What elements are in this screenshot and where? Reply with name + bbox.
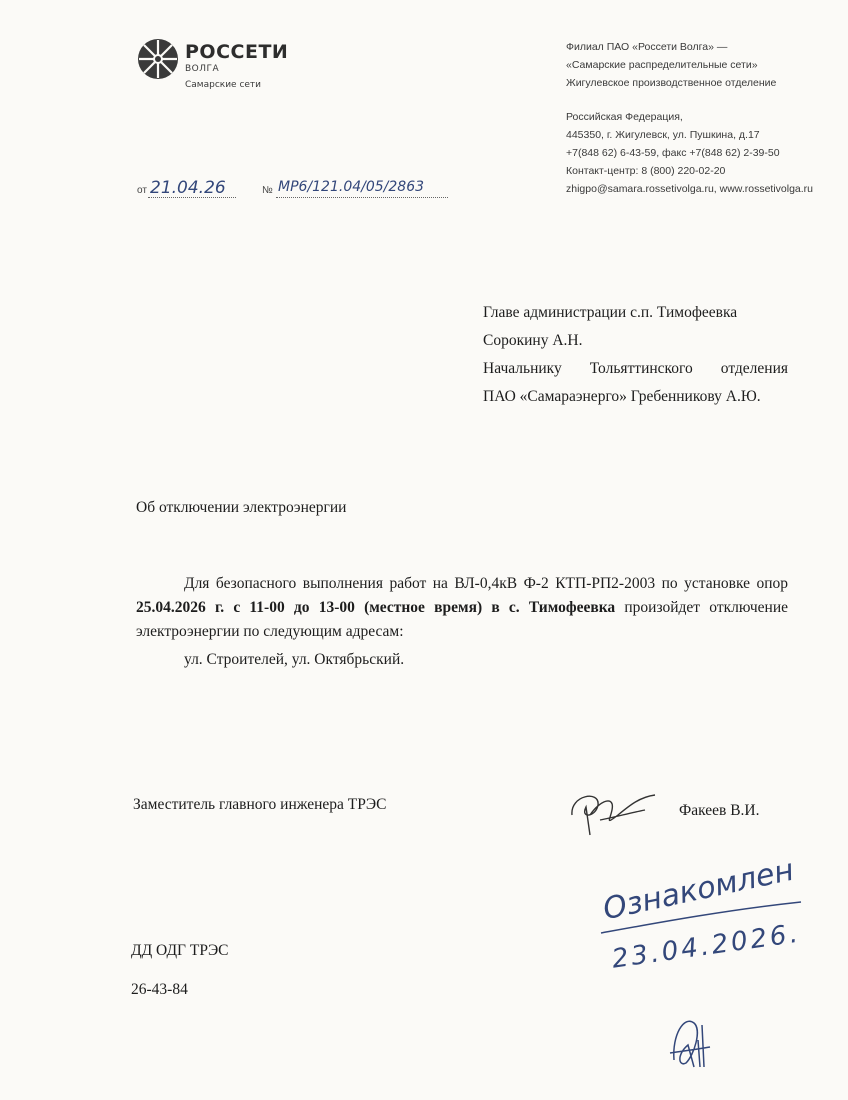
sender-contact: Контакт-центр: 8 (800) 220-02-20 — [566, 165, 726, 177]
sender-line: Жигулевское производственное отделение — [566, 77, 777, 89]
registration-number: МР6/121.04/05/2863 — [278, 179, 425, 195]
number-label: № — [262, 185, 273, 196]
address-list: ул. Строителей, ул. Октябрьский. — [184, 651, 405, 668]
logo-subtitle-branch: Самарские сети — [185, 80, 262, 90]
department-code: ДД ОДГ ТРЭС — [131, 942, 229, 959]
logo-title: РОССЕТИ — [185, 41, 289, 63]
logo-subtitle-region: ВОЛГА — [185, 64, 220, 74]
date-line — [148, 178, 236, 198]
sender-contact: zhigpo@samara.rossetivolga.ru, www.rossetivolga.ru — [566, 183, 814, 195]
sender-line: «Самарские распределительные сети» — [566, 59, 758, 71]
signer-position: Заместитель главного инженера ТРЭС — [133, 796, 387, 813]
signer-name: Факеев В.И. — [679, 802, 760, 819]
acknowledgement-date: 23.04.2026. — [610, 918, 803, 975]
signature-icon — [560, 785, 660, 845]
body-paragraph — [136, 572, 788, 644]
letter-body — [136, 572, 788, 672]
addressee-line: Главе администрации с.п. Тимофеевка — [483, 304, 738, 321]
acknowledgement-initials-icon — [664, 1005, 714, 1075]
addressee-line: Начальнику Тольяттинского отделения — [483, 360, 788, 377]
department-phone: 26-43-84 — [131, 981, 188, 998]
acknowledgement-text: Ознакомлен — [600, 852, 797, 928]
rosseti-logo-icon — [137, 38, 179, 80]
sender-line: Филиал ПАО «Россети Волга» — — [566, 41, 728, 53]
registration-date: 21.04.26 — [150, 178, 226, 198]
sender-contact: +7(848 62) 6-43-59, факс +7(848 62) 2-39-50 — [566, 147, 780, 159]
body-text: Для безопасного выполнения работ на ВЛ-0,4кВ Ф-2 КТП-РП2-2003 по установке опор — [184, 575, 788, 592]
sender-block — [566, 38, 813, 198]
addressee-line: Сорокину А.Н. — [483, 332, 583, 349]
date-label: от — [137, 185, 147, 196]
body-bold-date: 25.04.2026 г. с 11-00 до 13-00 (местное время) в с. Тимофеевка — [136, 599, 616, 616]
subject-line: Об отключении электроэнергии — [136, 499, 347, 516]
sender-contact: 445350, г. Жигулевск, ул. Пушкина, д.17 — [566, 129, 760, 141]
sender-contact: Российская Федерация, — [566, 111, 683, 123]
addressee-line: ПАО «Самараэнерго» Гребенникову А.Ю. — [483, 388, 761, 405]
body-text: произойдет отключение электроэнергии по следующим адресам: — [136, 599, 788, 640]
addressee-block — [483, 299, 788, 411]
number-line — [276, 178, 448, 198]
